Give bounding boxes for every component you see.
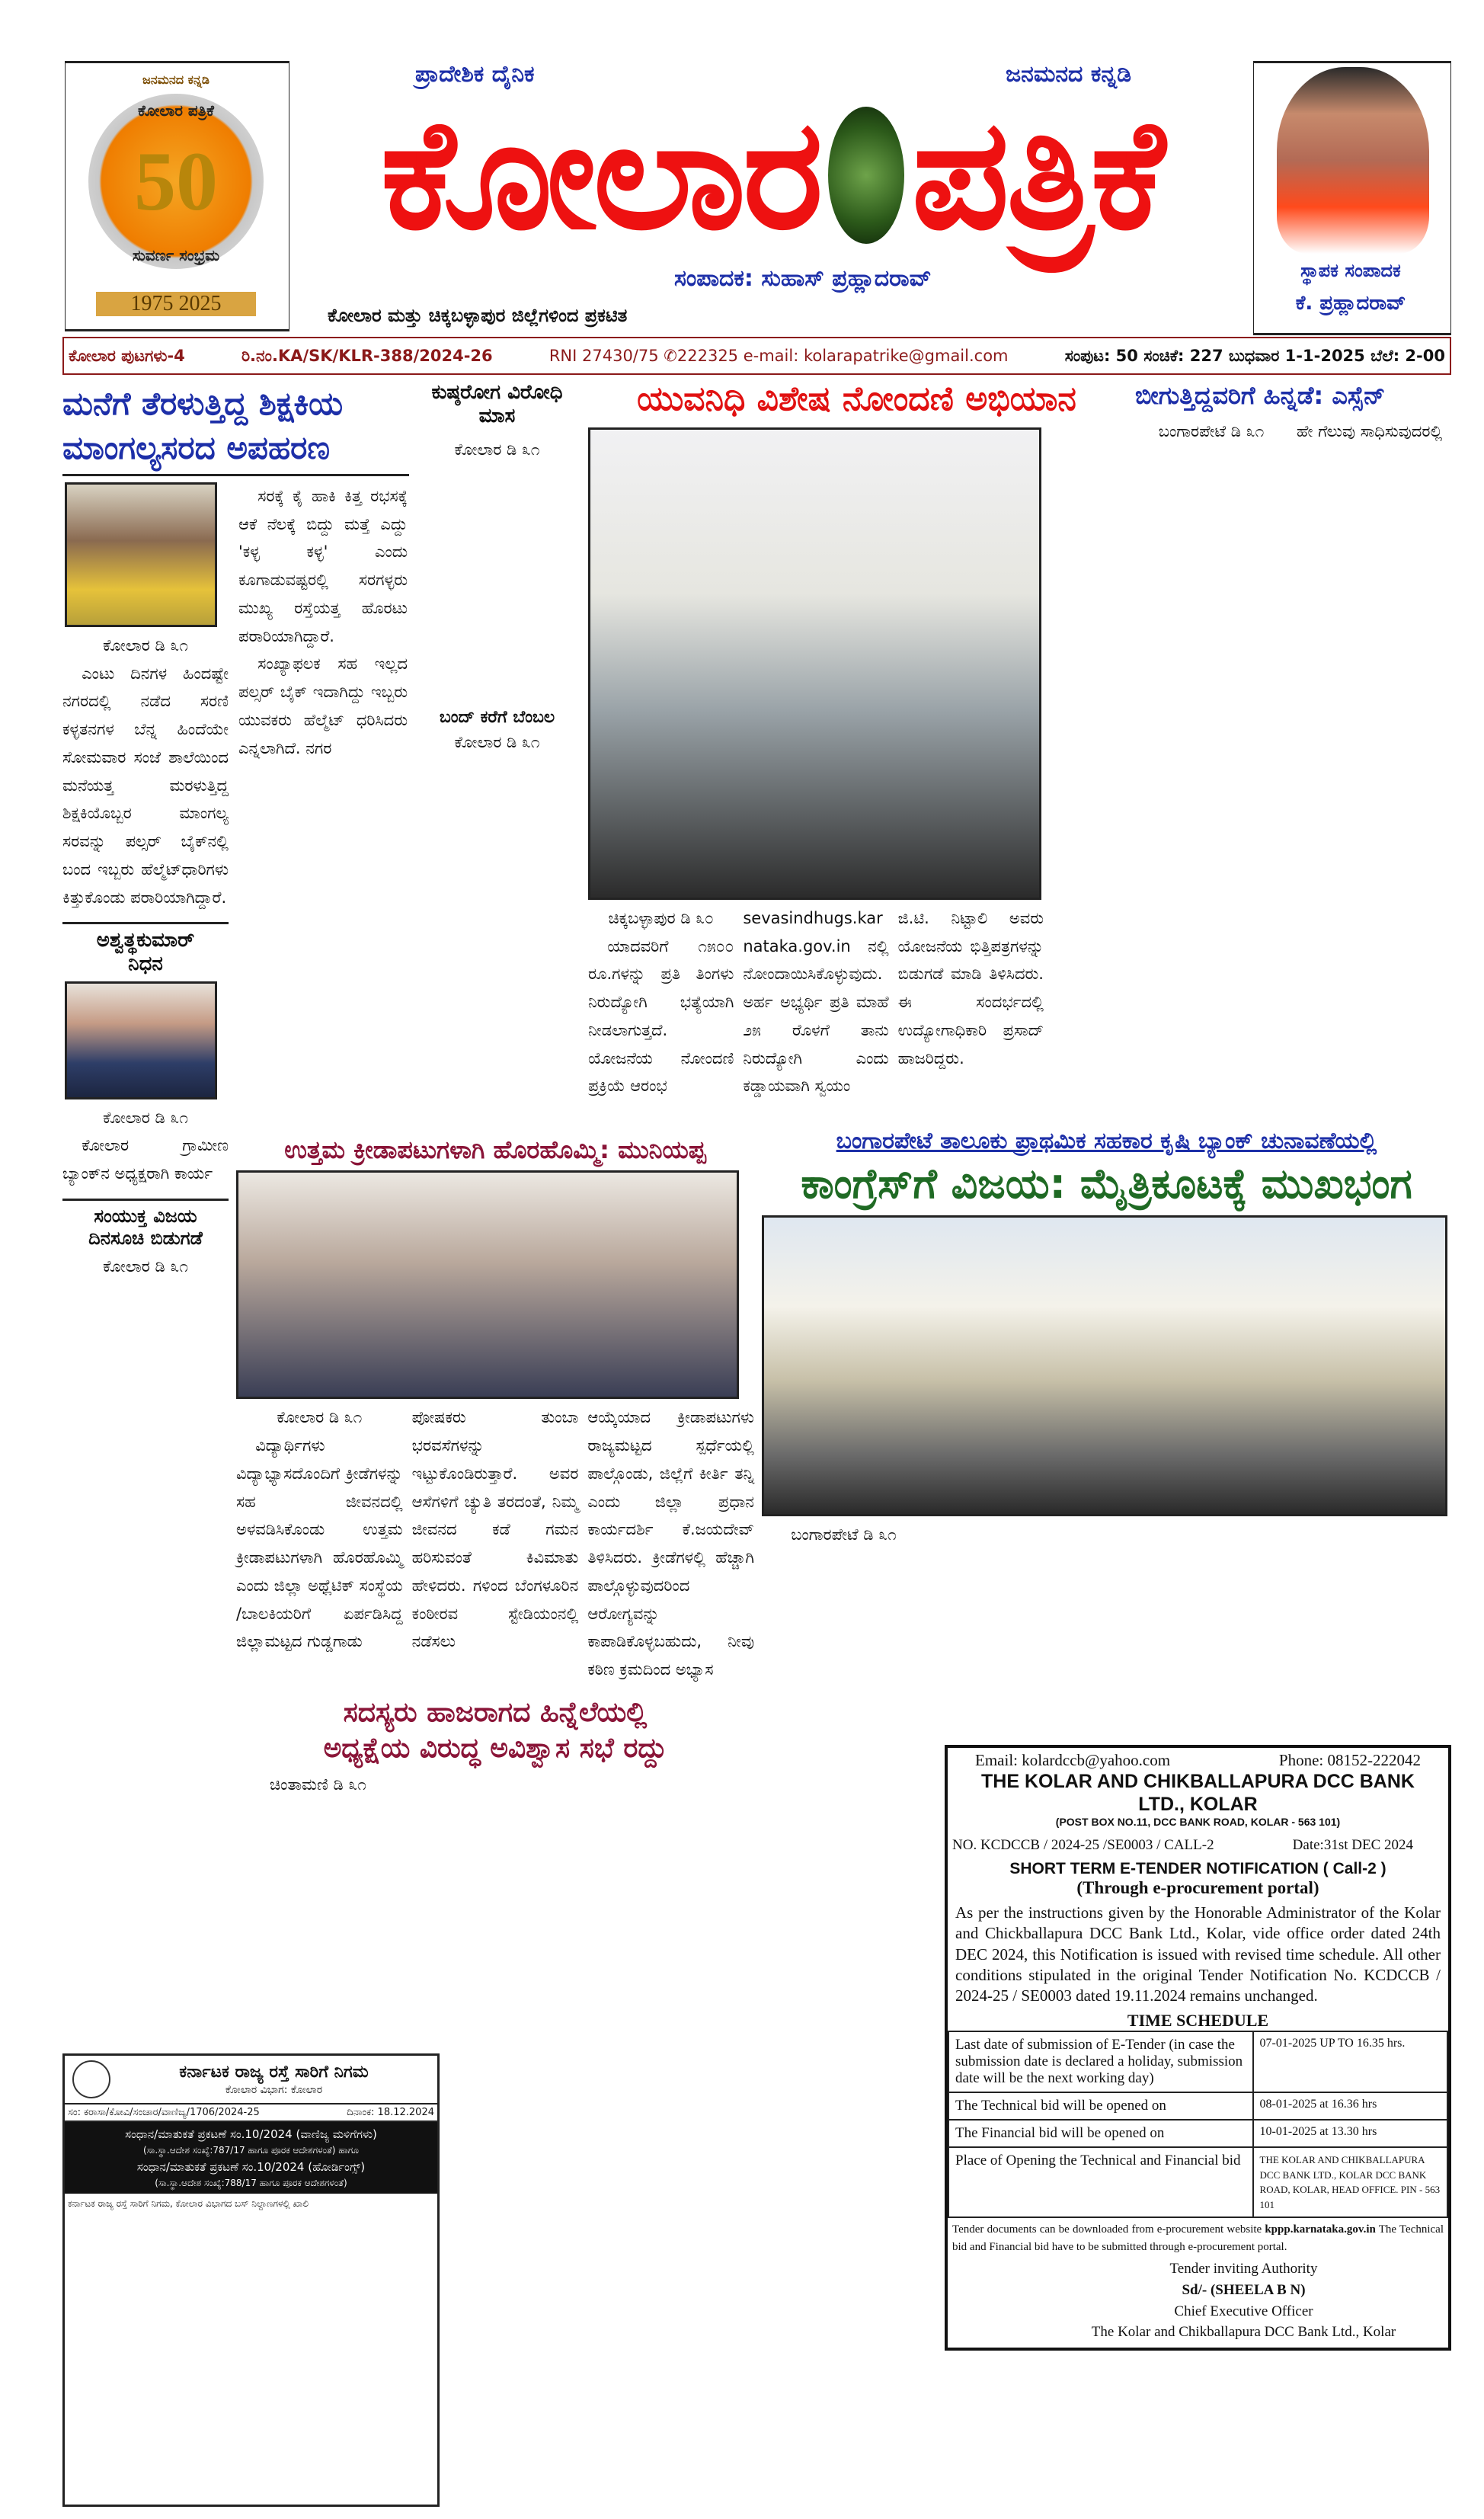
founder-label: ಸ್ಥಾಪಕ ಸಂಪಾದಕ: [1300, 260, 1401, 281]
dateline: ಬಂಗಾರಪೇಟೆ ಡಿ ೩೧: [1158, 422, 1265, 441]
obituary-photo: [65, 981, 217, 1099]
tagline-left: ಪ್ರಾದೇಶಿಕ ದೈನಿಕ: [415, 61, 535, 88]
masthead-title: [297, 86, 1246, 264]
tender-title: SHORT TERM E-TENDER NOTIFICATION ( Call-2 ): [1009, 1860, 1386, 1877]
logo-years: 1975 2025: [96, 292, 256, 316]
tender-body: As per the instructions given by the Honorable Administrator of the Kolar and Chickballapura DCC Bank Ltd., Kolar, vide office order dated 24th DEC 2024, this Notification is issued with revised time schedule. All other conditions stipulated in the original Tender Notification No. KCDCCB / 2024-25 / SE0003 dated 19.11.2024 remains unchanged.: [955, 1903, 1441, 2005]
yuvanidhi-section: [588, 379, 1125, 1100]
dateline: ಬಂಗಾರಪೇಟೆ ಡಿ ೩೧: [791, 1525, 897, 1544]
tender-address: (POST BOX NO.11, DCC BANK ROAD, KOLAR - 563 101): [1055, 1816, 1341, 1828]
tender-notice: [945, 1745, 1451, 2351]
dateline: ಕೋಲಾರ ಡಿ ೩೧: [454, 732, 540, 751]
logo-bottom-text: ಸುವರ್ಣ ಸಂಭ್ರಮ: [132, 246, 220, 264]
headline-leprosy: ಕುಷ್ಠರೋಗ ವಿರೋಧಿ ಮಾಸ: [431, 381, 563, 428]
headline-bandh-support: ಬಂದ್ ಕರೆಗೆ ಬೆಂಬಲ: [439, 708, 555, 728]
kicker-bank-election: ಬಂಗಾರಪೇಟೆ ತಾಲೂಕು ಪ್ರಾಥಮಿಕ ಸಹಕಾರ ಕೃಷಿ ಬ್ಯಾಂಕ್ ಚುನಾವಣೆಯಲ್ಲಿ: [836, 1128, 1377, 1154]
headline-bank-election: ಕಾಂಗ್ರೆಸ್‌ಗೆ ವಿಜಯ: ಮೈತ್ರಿಕೂಟಕ್ಕೆ ಮುಖಭಂಗ: [801, 1160, 1412, 1208]
logo-number: 50: [134, 135, 218, 228]
tender-email: Email: kolardccb@yahoo.com: [975, 1751, 1171, 1769]
ksrtc-advertisement: [62, 2053, 440, 2507]
paragraph: ಯಾದವರಿಗೆ ೧೫೦೦ ರೂ.ಗಳನ್ನು ಪ್ರತಿ ತಿಂಗಳು ನಿರುದ್ಯೋಗಿ ಭತ್ಯೆಯಾಗಿ ನೀಡಲಾಗುತ್ತದೆ. ಯೋಜನೆಯ ನೋಂದಣಿ ಪ್ರಕ್ರಿಯೆ ಆರಂಭ: [588, 936, 734, 1096]
title-part-1: ಕೋಲಾರ: [380, 86, 820, 264]
ksrtc-order-2: (ಸಾ.ಸ್ಥಾ.ಆದೇಶ ಸಂಖ್ಯೆ:788/17 ಹಾಗೂ ಪೂರಕ ಆದೇಶಗಳಂತೆ): [155, 2178, 347, 2189]
ksrtc-notice-2: ಸಂಧಾನ/ಮಾತುಕತೆ ಪ್ರಕಟಣೆ ಸಂ.10/2024 (ಹೋರ್ಡಿಂಗ್ಸ್): [136, 2160, 366, 2175]
headline-setback: ಬೀಗುತ್ತಿದ್ದವರಿಗೆ ಹಿನ್ನಡೆ: ಎಸ್ಸೆನ್: [1135, 381, 1386, 410]
article-body: [236, 1404, 754, 1684]
paragraph: ಹೇ ಗೆಲುವು ಸಾಧಿಸುವುದರಲ್ಲಿ: [1297, 422, 1443, 441]
tender-ref-no: NO. KCDCCB / 2024-25 /SE0003 / CALL-2: [952, 1837, 1214, 1853]
emblem-icon: [828, 107, 904, 244]
schedule-table: [948, 2031, 1448, 2218]
ksrtc-division: ಕೋಲಾರ ವಿಭಾಗ: ಕೋಲಾರ: [225, 2084, 323, 2097]
paragraph: ಕೋಲಾರ ಗ್ರಾಮೀಣ ಬ್ಯಾಂಕ್‌ನ ಅಧ್ಯಕ್ಷರಾಗಿ ಕಾರ್ಯ: [62, 1136, 229, 1183]
sports-photo: [236, 1170, 739, 1399]
dateline: ಕೋಲಾರ ಡಿ ೩೧: [277, 1408, 363, 1427]
editor-name: ಸಂಪಾದಕ: ಸುಹಾಸ್ ಪ್ರಹ್ಲಾದರಾವ್: [674, 265, 932, 292]
bank-building-photo: [762, 1215, 1447, 1516]
title-part-2: ಪತ್ರಿಕೆ: [911, 86, 1163, 264]
issue-details: ಸಂಪುಟ: 50 ಸಂಚಿಕೆ: 227 ಬುಧವಾರ 1-1-2025 ಬೆಲೆ: 2-00: [1064, 346, 1445, 365]
ksrtc-org: ಕರ್ನಾಟಕ ರಾಜ್ಯ ರಸ್ತೆ ಸಾರಿಗೆ ನಿಗಮ: [179, 2062, 369, 2082]
dateline: ಕೋಲಾರ ಡಿ ೩೧: [103, 635, 188, 655]
tender-website-link[interactable]: kppp.karnataka.gov.in: [1265, 2223, 1376, 2236]
paragraph: ಸಂಖ್ಯಾಫಲಕ ಸಹ ಇಲ್ಲದ ಪಲ್ಸರ್ ಬೈಕ್ ಇದಾಗಿದ್ದು ಇಬ್ಬರು ಯುವಕರು ಹೆಲ್ಮೆಟ್ ಧರಿಸಿದರು ಎನ್ನಲಾಗಿದೆ. ನಗರ: [238, 655, 408, 757]
article-body: [415, 728, 579, 757]
paragraph: ಜಿ.ಟಿ. ನಿಟ್ಟಾಲಿ ಅವರು ಯೋಜನೆಯ ಭಿತ್ತಿಪತ್ರಗಳನ್ನು ಬಿಡುಗಡೆ ಮಾಡಿ ತಿಳಿಸಿದರು. ಈ ಸಂದರ್ಭದಲ್ಲಿ ಉದ್ಯೋಗಾಧಿಕಾರಿ ಪ್ರಸಾದ್ ಹಾಜರಿದ್ದರು.: [897, 908, 1044, 1067]
headline-sports: ಉತ್ತಮ ಕ್ರೀಡಾಪಟುಗಳಾಗಿ ಹೊರಹೊಮ್ಮಿ: ಮುನಿಯಪ್ಪ: [284, 1135, 706, 1164]
ksrtc-body: ಕರ್ನಾಟಕ ರಾಜ್ಯ ರಸ್ತೆ ಸಾರಿಗೆ ನಿಗಮ, ಕೋಲಾರ ವಿಭಾಗದ ಬಸ್ ನಿಲ್ದಾಣಗಳಲ್ಲಿ ಖಾಲಿ: [68, 2198, 309, 2210]
headline-calendar-1: ಸಂಯುಕ್ತ ವಿಜಯ: [94, 1205, 197, 1227]
article-body: [62, 1253, 229, 1281]
download-text: Tender documents can be downloaded from e-procurement website: [952, 2223, 1262, 2236]
tagline-right: ಜನಮನದ ಕನ್ನಡಿ: [1006, 61, 1132, 88]
registration-number: ರಿ.ನಂ.KA/SK/KLR-388/2024-26: [241, 346, 493, 365]
ksrtc-notice-1: ಸಂಧಾನ/ಮಾತುಕತೆ ಪ್ರಕಟಣೆ ಸಂ.10/2024 (ವಾಣಿಜ್ಯ ಮಳಿಗೆಗಳು): [125, 2127, 377, 2141]
dateline: ಚಿಕ್ಕಬಳ್ಳಾಪುರ ಡಿ ೩೦: [608, 908, 714, 927]
article-body: [1297, 418, 1449, 446]
dateline: ಕೋಲಾರ ಡಿ ೩೧: [103, 1108, 188, 1127]
headline-obituary-2: ನಿಧನ: [128, 952, 163, 976]
tender-date: Date:31st DEC 2024: [1292, 1837, 1413, 1853]
tender-bank-name: THE KOLAR AND CHIKBALLAPURA DCC BANK LTD., KOLAR: [981, 1771, 1415, 1815]
headline-calendar-2: ದಿನಸೂಚಿ ಬಿಡುಗಡೆ: [88, 1227, 203, 1249]
tender-subtitle: (Through e-procurement portal): [1076, 1878, 1319, 1897]
tender-org: The Kolar and Chikballapura DCC Bank Ltd., Kolar: [1091, 2324, 1396, 2341]
yuvanidhi-photo: [588, 427, 1041, 900]
page-count: ಕೋಲಾರ ಪುಟಗಳು-4: [69, 346, 185, 365]
article-body: [588, 904, 1044, 1100]
rni-contact: RNI 27430/75 ✆222325 e-mail: kolarapatrike@gmail.com: [549, 347, 1009, 365]
info-bar: [62, 337, 1451, 375]
tender-phone: Phone: 08152-222042: [1278, 1751, 1421, 1769]
schedule-title: TIME SCHEDULE: [1127, 2011, 1269, 2031]
headline-obituary-1: ಅಶ್ವತ್ಥಕುಮಾರ್: [96, 929, 195, 952]
logo-ribbon: ಜನಮನದ ಕನ್ನಡಿ: [142, 72, 209, 87]
paragraph: ಎಂಟು ದಿನಗಳ ಹಿಂದಷ್ಟೇ ನಗರದಲ್ಲಿ ನಡೆದ ಸರಣಿ ಕಳ್ಳತನಗಳ ಬೆನ್ನ ಹಿಂದೆಯೇ ಸೋಮವಾರ ಸಂಜೆ ಶಾಲೆಯಿಂದ ಮನೆಯತ್ತ ಮರಳುತ್ತಿದ್ದ ಶಿಕ್ಷಕಿಯೊಬ್ಬರ ಮಾಂಗಲ್ಯ ಸರವನ್ನು ಪಲ್ಸರ್ ಬೈಕ್‌ನಲ್ಲಿ ಬಂದ ಇಬ್ಬರು ಹೆಲ್ಮೆಟ್‌ಧಾರಿಗಳು ಕಿತ್ತುಕೊಂಡು ಪರಾರಿಯಾಗಿದ್ದಾರೆ.: [62, 664, 229, 907]
anniversary-logo: [65, 61, 289, 331]
table-row: Last date of submission of E-Tender (in case the submission date is declared a holiday, submission date will be the next working day) 07-01-2025 UP TO 16.35 hrs.: [948, 2031, 1447, 2092]
ksrtc-ref-no: ಸಂ: ಕರಾಸಾ/ಕೋವಿ/ಸಂಚಾರ/ವಾಣಿಜ್ಯ/1706/2024-25: [68, 2107, 260, 2118]
published-from: ಕೋಲಾರ ಮತ್ತು ಚಿಕ್ಕಬಳ್ಳಾಪುರ ಜಿಲ್ಲೆಗಳಿಂದ ಪ್ರಕಟಿತ: [328, 305, 628, 326]
headline-no-confidence-1: ಸದಸ್ಯರು ಹಾಜರಾಗದ ಹಿನ್ನೆಲೆಯಲ್ಲಿ: [343, 1696, 648, 1728]
paragraph: ವಿದ್ಯಾರ್ಥಿಗಳು ವಿದ್ಯಾಭ್ಯಾಸದೊಂದಿಗೆ ಕ್ರೀಡೆಗಳನ್ನು ಸಹ ಜೀವನದಲ್ಲಿ ಅಳವಡಿಸಿಕೊಂಡು ಉತ್ತಮ ಕ್ರೀಡಾಪಟುಗಳಾಗಿ ಹೊರಹೊಮ್ಮಿ ಎಂದು ಜಿಲ್ಲಾ ಅಥ್ಲೆಟಿಕ್ ಸಂಸ್ಥೆಯ /ಬಾಲಕಿಯರಿಗೆ ಏರ್ಪಡಿಸಿದ್ದ ಜಿಲ್ಲಾಮಟ್ಟದ ಗುಡ್ಡಗಾಡು: [236, 1436, 403, 1651]
tender-signatory: Sd/- (SHEELA B N): [1182, 2282, 1306, 2299]
headline-no-confidence-2: ಅಧ್ಯಕ್ಷೆಯ ವಿರುದ್ಧ ಅವಿಶ್ವಾಸ ಸಭೆ ರದ್ದು: [323, 1733, 667, 1765]
leprosy-section: [415, 381, 579, 756]
dateline: ಕೋಲಾರ ಡಿ ೩೧: [103, 1256, 188, 1276]
tender-footer: [952, 2221, 1444, 2342]
table-row: Place of Opening the Technical and Financial bid THE KOLAR AND CHIKBALLAPURA DCC BANK LTD., KOLAR DCC BANK ROAD, KOLAR, HEAD OFFICE. PIN - 563 101: [948, 2147, 1447, 2217]
ksrtc-date: ದಿನಾಂಕ: 18.12.2024: [347, 2107, 434, 2118]
paragraph: ಪೋಷಕರು ತುಂಬಾ ಭರವಸೆಗಳನ್ನು ಇಟ್ಟುಕೊಂಡಿರುತ್ತಾರೆ. ಅವರ ಆಸೆಗಳಿಗೆ ಚ್ಯುತಿ ತರದಂತೆ, ನಿಮ್ಮ ಜೀವನದ ಕಡೆ ಗಮನ ಹರಿಸುವಂತೆ ಕಿವಿಮಾತು ಹೇಳಿದರು. ಗಳಿಂದ ಬೆಂಗಳೂರಿನ ಕಂಠೀರವ ಸ್ಟೇಡಿಯಂನಲ್ಲಿ ನಡೆಸಲು: [411, 1408, 579, 1651]
article-body: [62, 1104, 229, 1188]
founder-box: [1253, 61, 1451, 335]
dateline: ಕೋಲಾರ ಡಿ ೩೧: [454, 440, 540, 459]
table-row: The Financial bid will be opened on 10-01-2025 at 13.30 hrs: [948, 2120, 1447, 2147]
setback-section: [1135, 381, 1451, 446]
article-body: [62, 632, 229, 912]
article-body: [415, 436, 579, 464]
dateline: ಚಿಂತಾಮಣಿ ಡಿ ೩೧: [270, 1775, 366, 1794]
article-body: [762, 1521, 926, 1549]
paragraph: sevasindhugs.karnataka.gov.in ನಲ್ಲಿ ನೋಂದಾಯಿಸಿಕೊಳ್ಳುವುದು. ಅರ್ಹ ಅಭ್ಯರ್ಥಿ ಪ್ರತಿ ಮಾಹೆ ೨೫ ರೊಳಗೆ ತಾನು ನಿರುದ್ಯೋಗಿ ಎಂದು ಕಡ್ಡಾಯವಾಗಿ ಸ್ವಯಂ: [743, 908, 889, 1096]
tender-authority: Tender inviting Authority: [1169, 2261, 1318, 2277]
ksrtc-emblem-icon: [72, 2060, 110, 2098]
headline-chain-snatch-2: ಮಾಂಗಲ್ಯಸರದ ಅಪಹರಣ: [62, 429, 331, 467]
article-body: [238, 482, 408, 763]
paragraph: ಸರಕ್ಕೆ ಕೈ ಹಾಕಿ ಕಿತ್ತ ರಭಸಕ್ಕೆ ಆಕೆ ನೆಲಕ್ಕೆ ಬಿದ್ದು ಮತ್ತೆ ಎದ್ದು 'ಕಳ್ಳ ಕಳ್ಳ' ಎಂದು ಕೂಗಾಡುವಷ್ಟರಲ್ಲಿ ಸರಗಳ್ಳರು ಮುಖ್ಯ ರಸ್ತೆಯತ್ತ ಹೊರಟು ಪರಾರಿಯಾಗಿದ್ದಾರೆ.: [238, 486, 408, 645]
founder-name: ಕೆ. ಪ್ರಹ್ಲಾದರಾವ್: [1295, 292, 1406, 315]
submission-text: The Technical bid and Financial bid have to be submitted through e-procurement portal.: [952, 2223, 1444, 2253]
article-body: [1135, 418, 1287, 446]
ksrtc-order-1: (ಸಾ.ಸ್ಥಾ.ಆದೇಶ ಸಂಖ್ಯೆ:787/17 ಹಾಗೂ ಪೂರಕ ಆದೇಶಗಳಂತೆ) ಹಾಗೂ: [143, 2145, 359, 2156]
sports-section: [236, 1135, 754, 1799]
logo-ring-text: ಕೋಲಾರ ಪತ್ರಿಕೆ: [138, 101, 214, 120]
article-body: [236, 1771, 400, 1799]
paragraph: ಆಯ್ಕೆಯಾದ ಕ್ರೀಡಾಪಟುಗಳು ರಾಜ್ಯಮಟ್ಟದ ಸ್ಪರ್ಧೆಯಲ್ಲಿ ಪಾಲ್ಗೊಂಡು, ಜಿಲ್ಲೆಗೆ ಕೀರ್ತಿ ತನ್ನಿ ಎಂದು ಜಿಲ್ಲಾ ಪ್ರಧಾನ ಕಾರ್ಯದರ್ಶಿ ಕೆ.ಜಯದೇವ್ ತಿಳಿಸಿದರು. ಕ್ರೀಡೆಗಳಲ್ಲಿ ಹೆಚ್ಚಾಗಿ ಪಾಲ್ಗೊಳ್ಳುವುದರಿಂದ ಆರೋಗ್ಯವನ್ನು ಕಾಪಾಡಿಕೊಳ್ಳಬಹುದು, ನೀವು ಕಠಿಣ ಕ್ರಮದಿಂದ ಅಭ್ಯಾಸ: [587, 1408, 754, 1679]
teacher-photo: [65, 482, 217, 627]
tender-designation: Chief Executive Officer: [1174, 2303, 1313, 2319]
founder-photo: [1277, 67, 1429, 254]
headline-chain-snatch-1: ಮನೆಗೆ ತೆರಳುತ್ತಿದ್ದ ಶಿಕ್ಷಕಿಯ: [62, 385, 344, 422]
bank-election-section: [762, 1128, 1451, 1549]
headline-yuvanidhi: ಯುವನಿಧಿ ವಿಶೇಷ ನೋಂದಣಿ ಅಭಿಯಾನ: [637, 379, 1076, 418]
table-row: The Technical bid will be opened on 08-01-2025 at 16.36 hrs: [948, 2092, 1447, 2120]
